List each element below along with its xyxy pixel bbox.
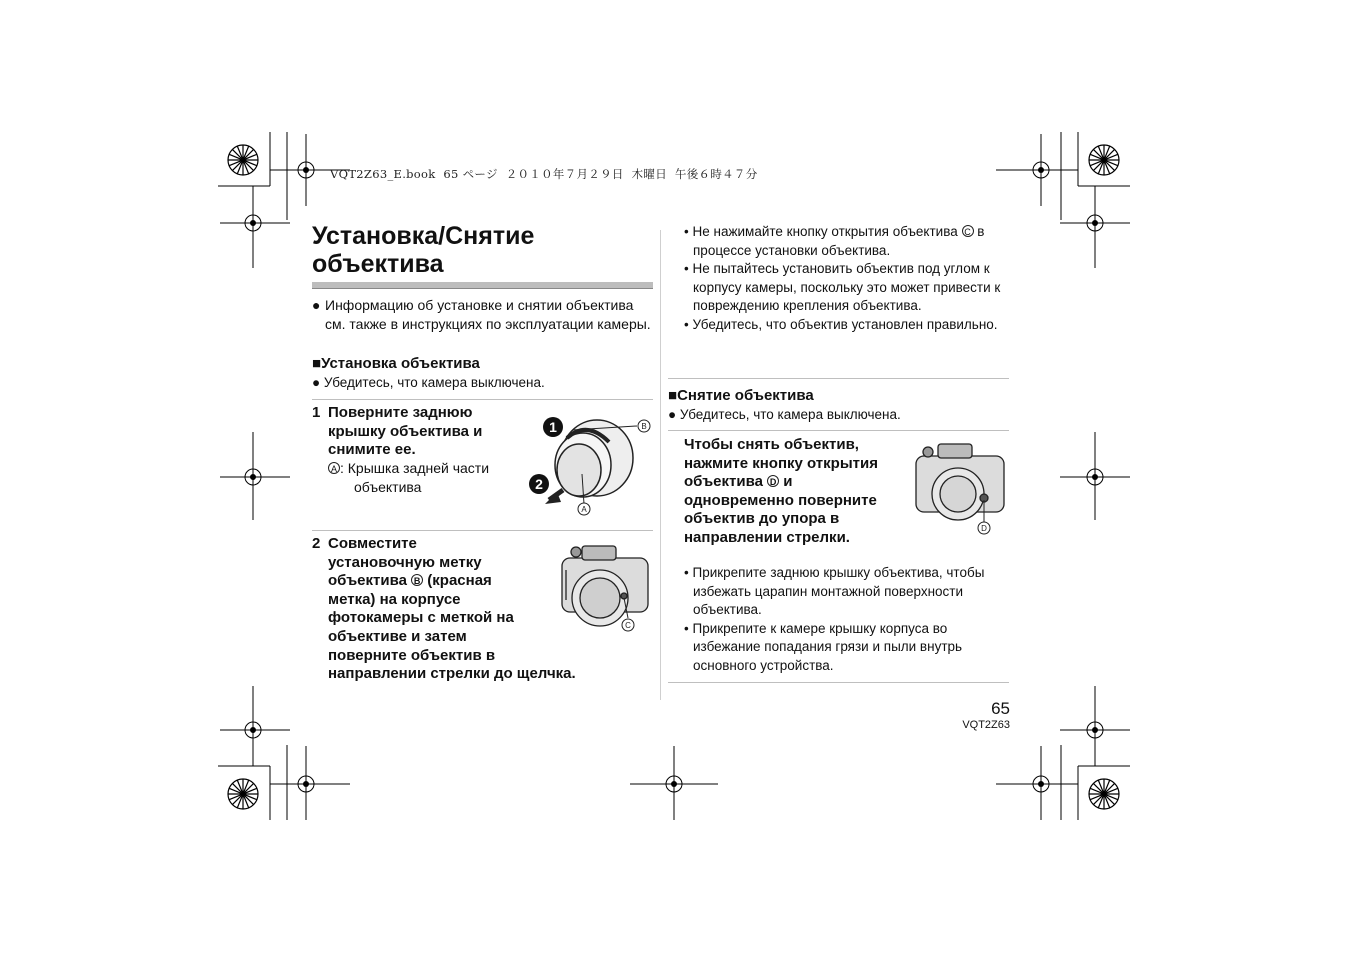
letter-c-badge: C xyxy=(962,225,974,237)
fig-letter-a: A xyxy=(581,505,587,514)
install-note xyxy=(312,374,545,393)
step-2-number: 2 xyxy=(312,535,321,552)
note-text: Убедитесь, что камера выключена. xyxy=(323,375,545,390)
heading-text: Снятие объектива xyxy=(677,387,814,404)
callout-text: : Крышка задней части объектива xyxy=(340,460,490,495)
title-line-1: Установка/Снятие xyxy=(312,222,535,250)
title-underline-rule xyxy=(312,288,653,289)
heading-text: Установка объектива xyxy=(321,355,480,372)
bullet-icon: ● xyxy=(312,375,321,390)
bullet-dot: • xyxy=(684,565,689,580)
bullet-item xyxy=(684,620,1010,676)
divider xyxy=(312,399,653,400)
fig-letter-c: C xyxy=(625,621,631,630)
divider xyxy=(668,682,1009,683)
book-header: VQT2Z63_E.book 65 ページ ２０１０年７月２９日 木曜日 午後６時４７分 xyxy=(330,167,758,181)
bullet-text: Прикрепите заднюю крышку объектива, чтобы избежать царапин монтажной поверхности объектива. xyxy=(692,565,985,618)
bullet-text: Не нажимайте кнопку открытия объектива xyxy=(692,224,958,239)
camera-lens-mount-illustration xyxy=(556,540,656,634)
bullet-dot: • xyxy=(684,620,689,636)
letter-a-badge: A xyxy=(328,462,340,474)
fig-label-1: 1 xyxy=(549,419,557,435)
remove-instruction xyxy=(684,436,894,548)
intro-text: Информацию об установке и снятии объектива см. также в инструкциях по эксплуатации камеры. xyxy=(325,297,651,332)
instruction-text-b: и одновременно поверните объектив до упора в направлении стрелки. xyxy=(684,473,877,546)
bullet-text: Прикрепите к камере крышку корпуса во избежание попадания грязи и пыли внутрь основного устройства. xyxy=(692,620,963,673)
column-divider xyxy=(660,230,661,700)
letter-b-badge: B xyxy=(411,574,423,586)
section-heading-install xyxy=(312,354,480,373)
bullet-dot: • xyxy=(684,224,689,239)
fig-letter-b: B xyxy=(641,422,647,431)
bullet-item xyxy=(684,260,1010,316)
step-2-text-b: (красная метка) на корпусе фотокамеры с меткой на объективе и затем поверните объектив в направлении стрелки до щелчка. xyxy=(328,572,576,683)
page-title xyxy=(312,222,652,278)
letter-d-badge: D xyxy=(767,475,779,487)
document-code: VQT2Z63 xyxy=(962,719,1010,731)
instruction-text-a: Чтобы снять объектив, нажмите кнопку открытия объектива xyxy=(684,436,878,491)
square-marker-icon: ■ xyxy=(668,387,678,404)
bullet-dot: • xyxy=(684,261,689,277)
bullet-text: в процессе установки объектива. xyxy=(693,224,985,258)
note-text: Убедитесь, что камера выключена. xyxy=(679,407,901,422)
square-marker-icon: ■ xyxy=(312,355,322,372)
step-1-number: 1 xyxy=(312,404,321,421)
divider xyxy=(668,430,1009,431)
right-bullets-bottom xyxy=(684,564,1010,676)
bullet-item xyxy=(684,316,1010,335)
bullet-item xyxy=(684,223,1010,260)
intro-paragraph xyxy=(312,296,654,333)
bullet-icon: ● xyxy=(668,407,677,422)
step-1-callout xyxy=(328,459,544,496)
bullet-text: Убедитесь, что объектив установлен правильно. xyxy=(692,316,998,332)
divider xyxy=(668,378,1009,379)
divider xyxy=(312,530,653,531)
bullet-text: Не пытайтесь установить объектив под углом к корпусу камеры, поскольку это может привести к повреждению крепления объектива. xyxy=(692,261,1001,314)
camera-lens-release-illustration xyxy=(912,440,1012,536)
step-2-text-a: Совместите установочную метку объектива xyxy=(328,535,482,590)
step-1-text: Поверните заднюю крышку объектива и снимите ее. xyxy=(328,404,483,459)
section-heading-remove xyxy=(668,386,814,405)
page-number: 65 xyxy=(991,699,1010,718)
title-line-2: объектива xyxy=(312,250,444,278)
lens-rear-cap-illustration xyxy=(527,408,653,518)
bullet-dot: • xyxy=(684,316,689,332)
bullet-icon: ● xyxy=(312,297,321,313)
fig-letter-d: D xyxy=(981,524,987,533)
remove-note xyxy=(668,406,901,425)
fig-label-2: 2 xyxy=(535,476,543,492)
bullet-item xyxy=(684,564,1010,620)
right-bullets-top xyxy=(684,223,1010,335)
